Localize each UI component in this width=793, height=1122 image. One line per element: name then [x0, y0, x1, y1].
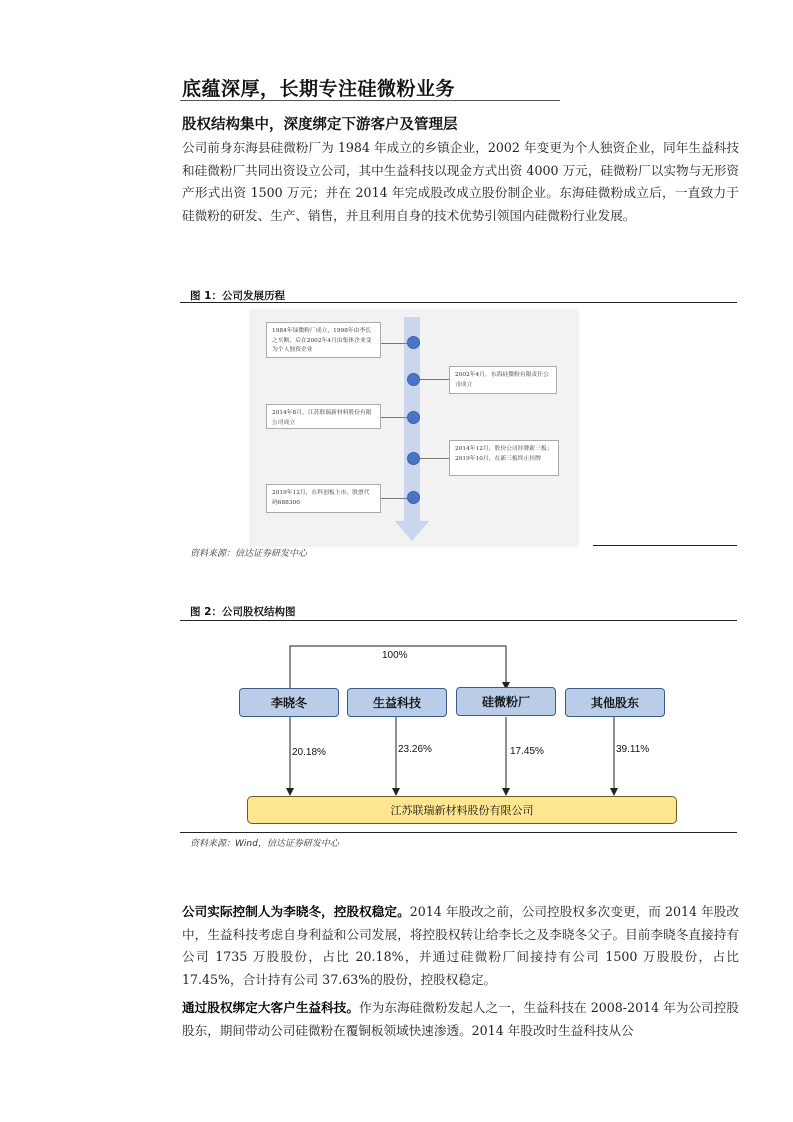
timeline-panel	[249, 309, 579, 547]
stake-shengyi: 23.26%	[398, 744, 432, 755]
figure1-top-rule	[180, 302, 737, 303]
control-paragraph-body: 2014 年股改之前，公司控股权多次变更，而 2014 年股改中，生益科技考虑自身利益和公司发展，将控股权转让给李长之及李晓冬父子。目前李晓冬直接持有公司 1735 万股股份，占比 20.18%，并通过硅微粉厂间接持有公司 1500 万股股份，占比 17.45%，合计持有公司 37.63%的股份，控股权稳定。	[182, 904, 739, 987]
timeline-connector-1	[381, 343, 409, 344]
ownership-chart	[180, 630, 737, 830]
timeline-event-1: 1984年绿微粉厂成立，1998年由李长之买断，后在2002年4月由集体企业变为个人独资企业	[266, 322, 381, 358]
control-link-label: 100%	[382, 650, 408, 661]
subsection-heading: 股权结构集中，深度绑定下游客户及管理层	[182, 117, 458, 133]
company-box: 江苏联瑞新材料股份有限公司	[247, 796, 677, 824]
figure1-title: 图 1：公司发展历程	[190, 290, 285, 302]
figure2-title: 图 2：公司股权结构图	[190, 606, 296, 618]
timeline-event-5: 2019年12月，在科创板上市，股票代码688300	[266, 484, 381, 513]
section-heading: 底蕴深厚，长期专注硅微粉业务	[182, 78, 456, 100]
stake-li-xiaodong: 20.18%	[292, 747, 326, 758]
stake-others: 39.11%	[616, 744, 650, 755]
timeline-connector-2	[420, 379, 449, 380]
timeline-dot-2	[407, 373, 420, 386]
figure2-source: 资料来源：Wind，信达证券研发中心	[190, 839, 339, 849]
heading-underline	[180, 100, 560, 101]
stake-silicon-plant: 17.45%	[510, 746, 544, 757]
timeline-dot-3	[407, 411, 420, 424]
customer-paragraph	[182, 997, 739, 1042]
figure2-top-rule	[180, 620, 737, 621]
control-paragraph-lead: 公司实际控制人为李晓冬，控股权稳定。	[182, 904, 410, 919]
customer-paragraph-lead: 通过股权绑定大客户生益科技。	[182, 1000, 360, 1015]
customer-paragraph-body: 作为东海硅微粉发起人之一，生益科技在 2008-2014 年为公司控股股东，期间带动公司硅微粉在覆铜板领域快速渗透。2014 年股改时生益科技从公	[182, 1000, 739, 1038]
timeline-dot-5	[407, 491, 420, 504]
timeline-dot-1	[407, 336, 420, 349]
timeline-dot-4	[407, 452, 420, 465]
timeline-connector-5	[381, 498, 409, 499]
shareholder-box-others: 其他股东	[565, 688, 665, 717]
figure1-bottom-rule	[593, 545, 737, 546]
shareholder-box-li-xiaodong: 李晓冬	[239, 688, 339, 717]
shareholder-box-silicon-plant: 硅微粉厂	[456, 687, 556, 716]
figure2-bottom-rule	[180, 832, 737, 833]
timeline-event-2: 2002年4月，东海硅微粉有限责任公司成立	[449, 366, 557, 394]
timeline-event-4: 2014年12月，股份公司挂牌新三板；2019年10月，在新三板终止挂牌	[449, 440, 559, 476]
timeline-connector-3	[381, 417, 409, 418]
timeline-connector-4	[420, 458, 449, 459]
figure1-source: 资料来源：信达证券研发中心	[190, 549, 308, 559]
timeline-event-3: 2014年8月，江苏联瑞新材料股份有限公司成立	[266, 404, 381, 429]
shareholder-box-shengyi: 生益科技	[347, 688, 447, 717]
control-paragraph	[182, 901, 739, 991]
intro-paragraph: 公司前身东海县硅微粉厂为 1984 年成立的乡镇企业，2002 年变更为个人独资企业，同年生益科技和硅微粉厂共同出资设立公司，其中生益科技以现金方式出资 4000 万元，硅微粉厂以实物与无形资产形式出资 1500 万元；并在 2014 年完成股改成立股份制企业。东海硅微粉成立后，一直致力于硅微粉的研发、生产、销售，并且利用自身的技术优势引领国内硅微粉行业发展。	[182, 140, 739, 223]
